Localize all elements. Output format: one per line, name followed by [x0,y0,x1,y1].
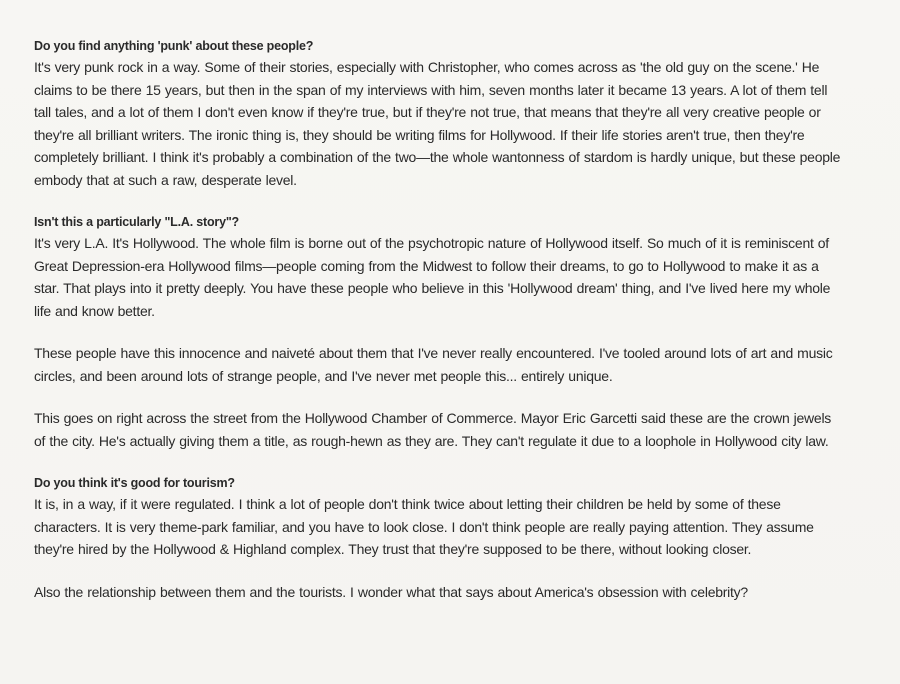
question-heading: Isn't this a particularly "L.A. story"? [34,215,239,229]
answer-paragraph: This goes on right across the street from the Hollywood Chamber of Commerce. Mayor Eric Garcetti said these are the crown jewels of the city. He's actually giving them a title, as rough-hewn as they are. They can't regulate it due to a loophole in Hollywood city law. [34,410,832,449]
qa-section-tourism [34,475,846,603]
question-heading: Do you think it's good for tourism? [34,476,235,490]
answer-paragraph: These people have this innocence and naiveté about them that I've never really encountered. I've tooled around lots of art and music circles, and been around lots of strange people, and I've never met people this... entirely unique. [34,345,833,384]
qa-section-punk [34,38,846,191]
answer-paragraph: It's very L.A. It's Hollywood. The whole film is borne out of the psychotropic nature of Hollywood itself. So much of it is reminiscent of Great Depression-era Hollywood films—people coming from the Midwest to follow their dreams, to go to Hollywood to make it as a star. That plays into it pretty deeply. You have these people who believe in this 'Hollywood dream' thing, and I've lived here my whole life and know better. [34,235,831,319]
question-heading: Do you find anything 'punk' about these people? [34,39,314,53]
answer-paragraph: It is, in a way, if it were regulated. I think a lot of people don't think twice about letting their children be held by some of these characters. It is very theme-park familiar, and you have to look close. I don't think people are really paying attention. They assume they're hired by the Hollywood & Highland complex. They trust that they're supposed to be there, without looking closer. [34,496,814,557]
qa-section-la-story [34,214,846,452]
interview-text-column [34,38,846,603]
answer-paragraph: Also the relationship between them and the tourists. I wonder what that says about America's obsession with celebrity? [34,583,748,600]
answer-paragraph: It's very punk rock in a way. Some of their stories, especially with Christopher, who comes across as 'the old guy on the scene.' He claims to be there 15 years, but then in the span of my interviews with him, seven months later it became 13 years. A lot of them tell tall tales, and a lot of them I don't even know if they're true, but if they're not true, that means that they're all very creative people or they're all brilliant writers. The ironic thing is, they should be writing films for Hollywood. If their life stories aren't true, then they're completely brilliant. I think it's probably a combination of the two—the whole wantonness of stardom is hardly unique, but these people embody that at such a raw, desperate level. [34,59,841,188]
